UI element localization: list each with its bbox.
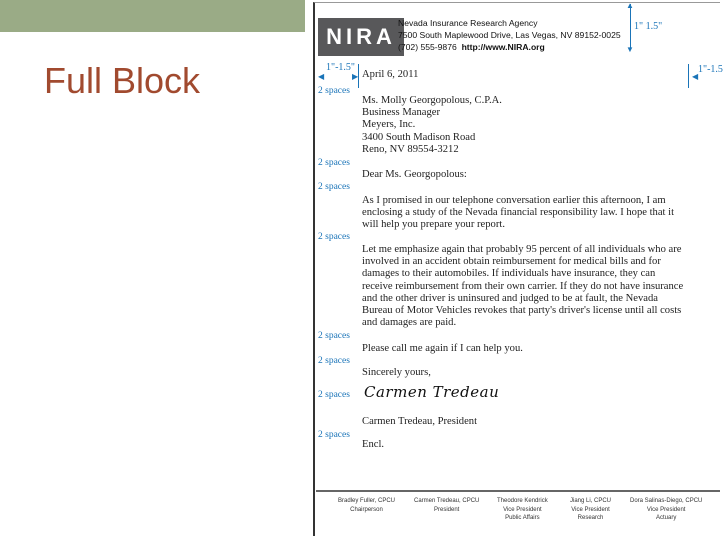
staff-dept: Research xyxy=(577,515,604,521)
staff-name: Carmen Tredeau, CPCU xyxy=(414,498,480,504)
complimentary-close: Sincerely yours, xyxy=(362,367,431,378)
right-margin-arrow: ◀ xyxy=(692,72,699,81)
paragraph-1 xyxy=(362,195,674,232)
paragraph-line: enclosing a study of the Nevada financial responsibility law. I hope that it xyxy=(362,207,675,219)
address-line: Business Manager xyxy=(362,107,440,119)
footer-staff xyxy=(414,497,479,514)
left-margin-label: 1"-1.5" xyxy=(326,62,355,73)
footer-staff xyxy=(630,497,702,523)
address-line: Ms. Molly Georgopolous, C.P.A. xyxy=(362,95,502,106)
left-margin-guide xyxy=(358,64,359,88)
staff-name: Bradley Fuller, CPCU xyxy=(338,498,396,504)
paragraph-line: receive reimbursement from their own carrier. If they do not have insurance xyxy=(362,280,684,292)
staff-name: Jiang Li, CPCU xyxy=(570,498,612,504)
slide-top-bar xyxy=(0,0,305,32)
handwritten-signature: Carmen Tredeau xyxy=(364,383,500,401)
spaces-marker: 2 spaces xyxy=(318,390,350,400)
paragraph-3: Please call me again if I can help you. xyxy=(362,343,523,354)
right-margin-guide xyxy=(688,64,689,88)
staff-dept: Public Affairs xyxy=(505,515,540,521)
enclosure-notation: Encl. xyxy=(362,439,385,450)
footer-staff xyxy=(338,497,395,514)
staff-name: Dora Salinas-Diego, CPCU xyxy=(630,498,703,504)
inside-address xyxy=(362,95,502,156)
left-margin-arrow: ◀ xyxy=(318,72,325,81)
spaces-marker: 2 spaces xyxy=(318,356,350,366)
spaces-marker: 2 spaces xyxy=(318,86,350,96)
top-margin-line xyxy=(630,4,631,50)
footer-rule xyxy=(316,490,720,492)
address-line: Meyers, Inc. xyxy=(362,119,416,131)
signer-name: Carmen Tredeau, President xyxy=(362,416,478,427)
top-margin-label: 1" 1.5" xyxy=(634,21,663,32)
slide-title: Full Block xyxy=(44,60,201,101)
agency-url: http://www.NIRA.org xyxy=(461,42,545,52)
paragraph-line: Let me emphasize again that probably 95 percent of all individuals who are xyxy=(362,244,682,255)
agency-name: Nevada Insurance Research Agency xyxy=(398,18,538,28)
left-margin-arrow-right: ▶ xyxy=(352,72,359,81)
nira-logo: NIRA xyxy=(318,18,404,56)
paragraph-line: and damages are paid. xyxy=(362,317,457,329)
top-margin-arrow-down: ▼ xyxy=(626,45,634,54)
address-line: 3400 South Madison Road xyxy=(362,131,476,143)
paragraph-line: and the other driver is uninsured and judged to be at fault, the Nevada xyxy=(362,292,658,304)
staff-title: President xyxy=(434,506,460,513)
salutation: Dear Ms. Georgopolous: xyxy=(362,169,467,180)
agency-address: 7500 South Maplewood Drive, Las Vegas, NV 89152-0025 xyxy=(398,30,621,40)
agency-phone: (702) 555-9876 xyxy=(398,42,457,52)
letterhead-info xyxy=(398,17,621,53)
paragraph-line: As I promised in our telephone conversation earlier this afternoon, I am xyxy=(362,195,666,206)
staff-dept: Actuary xyxy=(656,515,677,521)
footer-staff xyxy=(570,497,611,523)
footer-staff xyxy=(497,497,548,523)
agency-contact xyxy=(398,41,621,53)
paragraph-2 xyxy=(362,244,683,329)
staff-name: Theodore Kendrick xyxy=(497,498,548,504)
staff-title: Chairperson xyxy=(350,506,383,513)
paragraph-line: Bureau of Motor Vehicles revokes that party's driver's license until all costs xyxy=(362,305,682,317)
paragraph-line: involved in an accident obtain reimbursement for medical bills and for xyxy=(362,256,661,268)
staff-title: Vice President xyxy=(646,506,686,513)
spaces-marker: 2 spaces xyxy=(318,430,350,440)
paragraph-line: damages to their automobiles. If individuals have insurance, they can xyxy=(362,268,656,280)
spaces-marker: 2 spaces xyxy=(318,158,350,168)
spaces-marker: 2 spaces xyxy=(318,232,350,242)
spaces-marker: 2 spaces xyxy=(318,182,350,192)
address-line: Reno, NV 89554-3212 xyxy=(362,143,459,155)
paragraph-line: will help you prepare your report. xyxy=(362,219,505,231)
staff-title: Vice President xyxy=(571,506,610,513)
top-margin-arrow-up: ▲ xyxy=(626,1,634,10)
right-margin-label: 1"-1.5 xyxy=(698,64,723,75)
letter-date: April 6, 2011 xyxy=(362,69,419,80)
staff-title: Vice President xyxy=(503,506,542,513)
spaces-marker: 2 spaces xyxy=(318,331,350,341)
